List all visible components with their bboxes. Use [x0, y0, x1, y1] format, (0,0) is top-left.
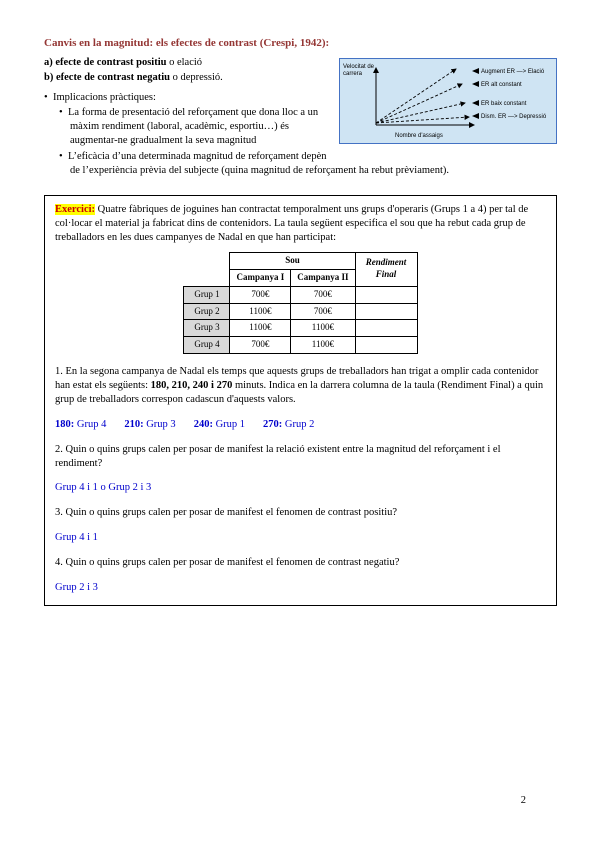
- label-er-alt-constant: ER alt constant: [481, 81, 522, 88]
- chart-svg: [340, 59, 556, 143]
- implications-bullet-1-text: La forma de presentació del reforçament que dona lloc a un màxim rendiment (laboral, acadèmic, esportiu…) és augmentar-ne gradualment la seva magnitud: [68, 107, 319, 146]
- line-er-baix-constant: [376, 103, 465, 123]
- salary-cell: 700€: [291, 303, 355, 320]
- campanya2-header: Campanya II: [291, 269, 355, 286]
- exercise-label: Exercici:: [55, 204, 96, 216]
- legend-arrow-icon: [472, 113, 479, 119]
- answer-1-item: [194, 419, 245, 430]
- legend-arrow-icon: [472, 100, 479, 106]
- answer-1: [55, 418, 546, 432]
- implications-bullet-2: [59, 150, 557, 178]
- salary-cell: 700€: [291, 286, 355, 303]
- item-a-rest: o elació: [166, 56, 203, 68]
- implications-bullet-2-text: L’eficàcia d’una determinada magnitud de reforçament depèn de l’experiència prèvia del subjecte (quina magnitud de reforçament ha rebut prèviament).: [68, 150, 449, 176]
- implications-heading-text: Implicacions pràctiques:: [53, 92, 156, 104]
- salary-table: [183, 252, 417, 354]
- answer-value: 210:: [124, 418, 144, 430]
- bullet-icon: •: [59, 107, 63, 119]
- page-number: 2: [520, 795, 526, 807]
- answer-3: Grup 4 i 1: [55, 532, 98, 544]
- exercise-intro: [55, 203, 546, 245]
- rendiment-cell: [355, 320, 417, 337]
- salary-cell: 700€: [230, 286, 291, 303]
- question-1-pre: 1. En la segona campanya de Nadal els temps que aquests grups de treballadors han trigat a omplir cada contenidor han estat els següents:: [55, 366, 539, 392]
- question-3: 3. Quin o quins grups calen per posar de manifest el fenomen de contrast positiu?: [55, 507, 398, 519]
- question-4: 4. Quin o quins grups calen per posar de manifest el fenomen de contrast negatiu?: [55, 556, 400, 568]
- answer-group: Grup 3: [143, 418, 176, 430]
- line-augment-er: [376, 69, 456, 123]
- table-row: [184, 303, 417, 320]
- rendiment-final-header: Rendiment Final: [355, 252, 417, 286]
- label-er-baix-constant: ER baix constant: [481, 100, 527, 107]
- salary-cell: 1100€: [291, 337, 355, 354]
- rendiment-cell: [355, 286, 417, 303]
- chart-y-axis-label-line2: carrera: [343, 70, 363, 77]
- legend-arrow-icon: [472, 68, 479, 74]
- answer-4: Grup 2 i 3: [55, 581, 98, 593]
- salary-cell: 1100€: [230, 320, 291, 337]
- empty-cell: [184, 252, 230, 269]
- question-1: [55, 365, 546, 407]
- row-label: Grup 2: [184, 303, 230, 320]
- exercise-box: [44, 195, 557, 605]
- question-1-post: minuts. Indica en la darrera columna de la taula (Rendiment Final) a quin grup de treballadors correspon cadascun d'aquests valors.: [55, 380, 544, 405]
- row-label: Grup 3: [184, 320, 230, 337]
- line-er-alt-constant: [376, 84, 462, 123]
- item-b-rest: o depressió.: [169, 72, 223, 84]
- question-1-bold: 180, 210, 240 i 270: [150, 380, 233, 392]
- table-row: [184, 286, 417, 303]
- answer-group: Grup 1: [212, 418, 246, 430]
- campanya1-header: Campanya I: [230, 269, 291, 286]
- exercise-intro-text: Quatre fàbriques de joguines han contractat temporalment uns grups d'operaris (Grups 1 a 4) per tal de col·locar el material ja fabricat dins de contenidors. La taula següent especifica el sou que ha rebut cada grup de treballadors en les dues campanyes de Nadal en que han participat:: [55, 204, 529, 244]
- salary-cell: 700€: [230, 337, 291, 354]
- answer-2: Grup 4 i 1 o Grup 2 i 3: [55, 482, 152, 494]
- answer-group: Grup 2: [282, 418, 315, 430]
- page-title: Canvis en la magnitud: els efectes de contrast (Crespi, 1942):: [44, 37, 330, 49]
- salary-cell: 1100€: [291, 320, 355, 337]
- row-label: Grup 4: [184, 337, 230, 354]
- answer-value: 180:: [55, 418, 75, 430]
- bullet-icon: •: [59, 150, 63, 162]
- answer-value: 270:: [263, 418, 283, 430]
- table-row: [184, 337, 417, 354]
- chart-x-axis-label: Nombre d'assaigs: [395, 132, 443, 139]
- chart-y-axis-label: Velocitat de: [343, 63, 375, 70]
- label-depressio: Dism. ER —> Depressió: [481, 113, 547, 120]
- answer-1-item: [55, 419, 106, 430]
- crespi-contrast-chart: [339, 58, 557, 144]
- answer-1-item: [124, 419, 175, 430]
- answer-1-item: [263, 419, 314, 430]
- table-header-row: [184, 252, 417, 269]
- legend-arrow-icon: [472, 81, 479, 87]
- item-b-bold: b) efecte de contrast negatiu: [44, 72, 170, 84]
- empty-cell: [184, 269, 230, 286]
- rendiment-cell: [355, 337, 417, 354]
- line-disminucio-er: [376, 117, 469, 123]
- item-a-bold: a) efecte de contrast positiu: [44, 56, 167, 68]
- answer-value: 240:: [193, 418, 213, 430]
- label-elacio: Augment ER —> Elació: [481, 68, 545, 75]
- question-2: 2. Quin o quins grups calen per posar de manifest la relació existent entre la magnitud del reforçament i el rendiment?: [55, 443, 501, 469]
- row-label: Grup 1: [184, 286, 230, 303]
- salary-cell: 1100€: [230, 303, 291, 320]
- table-row: [184, 320, 417, 337]
- answer-group: Grup 4: [74, 418, 107, 430]
- bullet-icon: •: [44, 92, 48, 104]
- rendiment-cell: [355, 303, 417, 320]
- sou-header: Sou: [230, 252, 355, 269]
